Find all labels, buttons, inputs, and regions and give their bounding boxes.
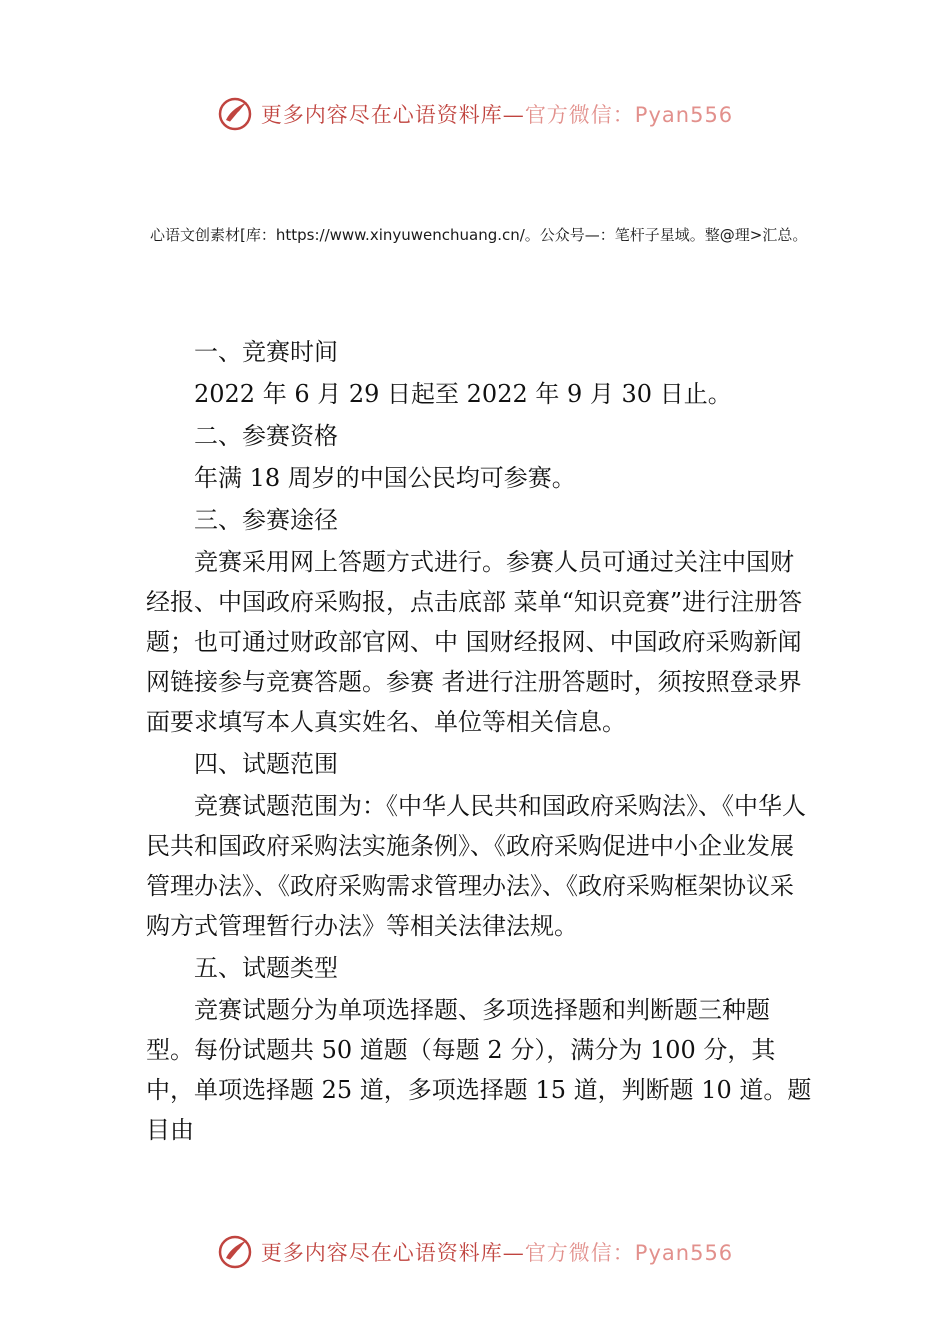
footer-banner xyxy=(0,1230,950,1274)
quill-swirl-icon xyxy=(217,1234,253,1270)
banner-text xyxy=(261,99,733,129)
section-heading: 三、参赛途径 xyxy=(194,506,338,534)
banner-wechat-text: 官方微信：Pyan556 xyxy=(524,103,734,127)
section-heading: 一、竞赛时间 xyxy=(194,338,338,366)
source-note: 心语文创素材[库：https://www.xinyuwenchuang.cn/。公众号—：笔杆子星域。整@理>汇总。 xyxy=(150,226,808,244)
section-body: 竞赛试题分为单项选择题、多项选择题和判断题三种题型。每份试题共 50 道题（每题 2 分），满分为 100 分，其中，单项选择题 25 道，多项选择题 15 道，判断题 10 道。题目由 xyxy=(146,996,812,1144)
banner-wechat-text: 官方微信：Pyan556 xyxy=(524,1241,734,1265)
section-body: 2022 年 6 月 29 日起至 2022 年 9 月 30 日止。 xyxy=(194,380,732,408)
header-banner xyxy=(0,92,950,136)
section-heading: 五、试题类型 xyxy=(194,954,338,982)
banner-site-text: 更多内容尽在心语资料库— xyxy=(260,1241,525,1265)
section-body: 年满 18 周岁的中国公民均可参赛。 xyxy=(194,464,576,492)
section-heading: 二、参赛资格 xyxy=(194,422,338,450)
banner-text xyxy=(261,1237,733,1267)
banner-site-text: 更多内容尽在心语资料库— xyxy=(260,103,525,127)
section-body: 竞赛试题范围为：《中华人民共和国政府采购法》、《中华人民共和国政府采购法实施条例》、《政府采购促进中小企业发展管理办法》、《政府采购需求管理办法》、《政府采购框架协议采购方式管理暂行办法》等相关法律法规。 xyxy=(146,792,806,940)
quill-swirl-icon xyxy=(217,96,253,132)
document-body xyxy=(146,332,812,1150)
section-heading: 四、试题范围 xyxy=(194,750,338,778)
section-body: 竞赛采用网上答题方式进行。参赛人员可通过关注中国财经报、中国政府采购报，点击底部 菜单“知识竞赛”进行注册答题；也可通过财政部官网、中 国财经报网、中国政府采购新闻网链接参与竞赛答题。参赛 者进行注册答题时，须按照登录界面要求填写本人真实姓名、单位等相关信息。 xyxy=(146,548,803,736)
